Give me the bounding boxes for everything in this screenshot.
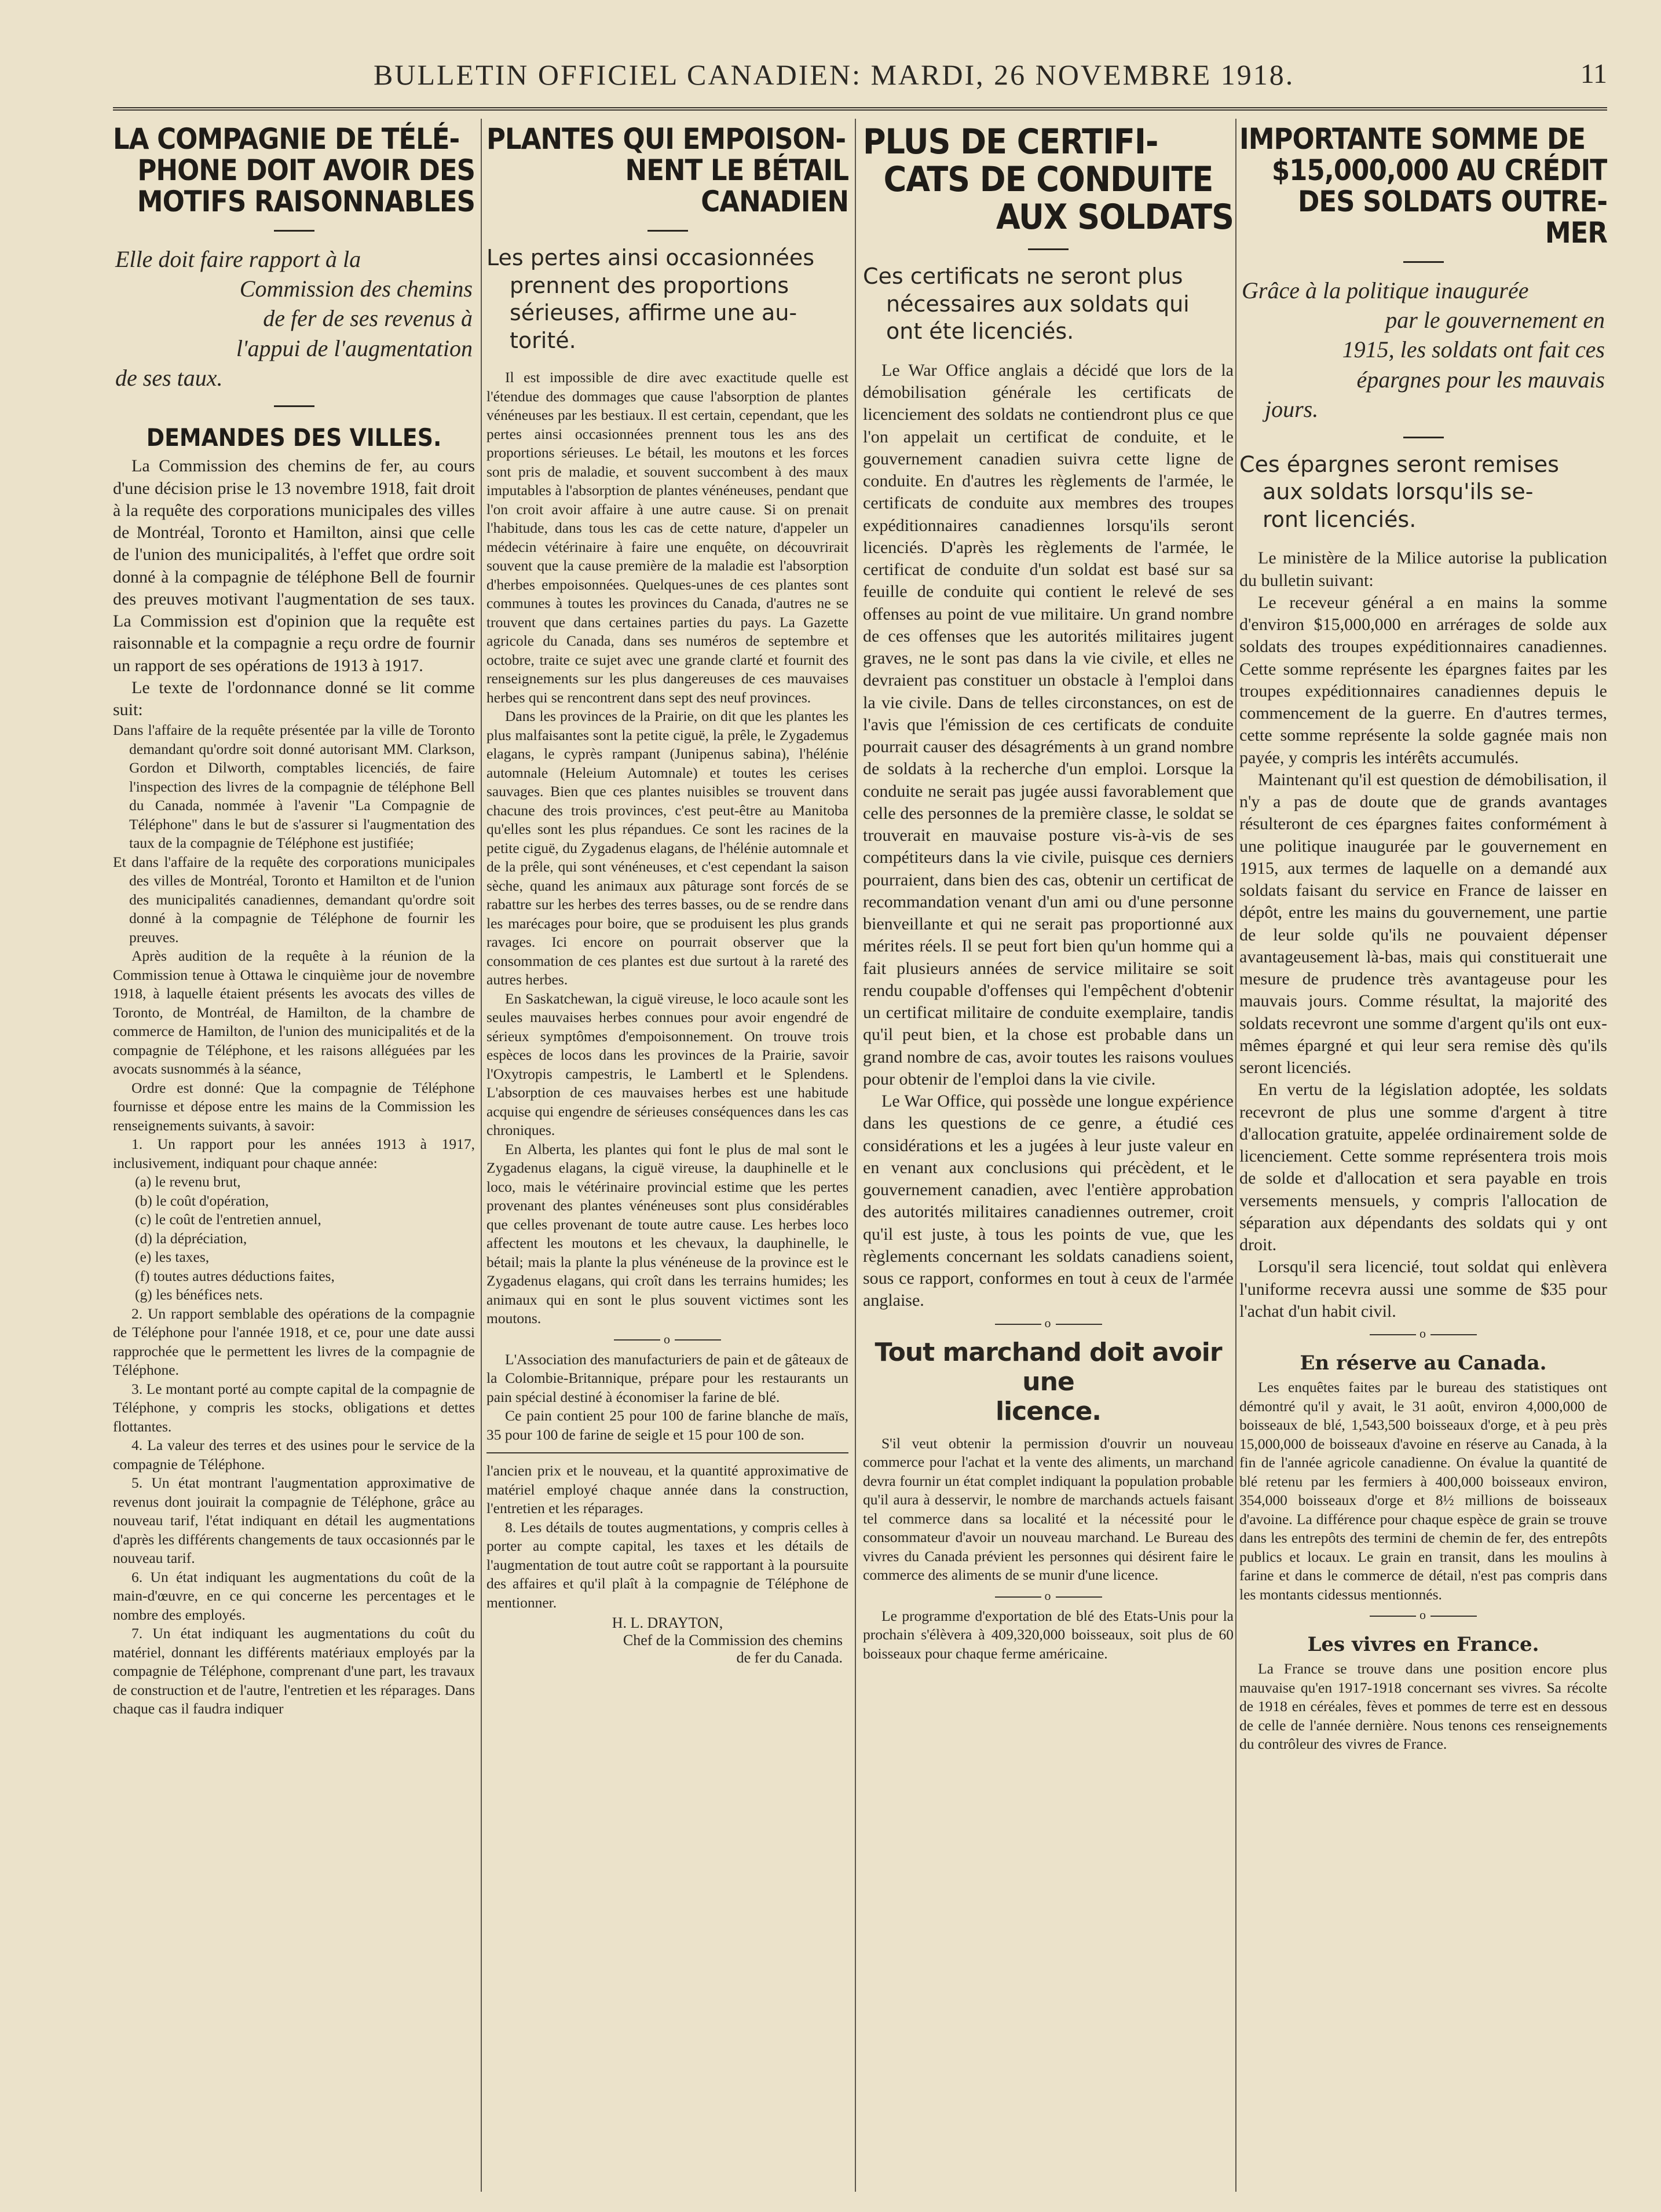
- paragraph: La France se trouve dans une position encore plus mauvaise qu'en 1917-1918 concernant ses vivres. Sa récolte de 1918 en céréales, fèves et pommes de terre est en dessous de celle de l'année dernière. Nous tenons ces renseignements du contrôleur des vivres de France.: [1239, 1660, 1607, 1753]
- paragraph: Il est impossible de dire avec exactitude quelle est l'étendue des dommages que cause l'absorption de plantes vénéneuses par les bestiaux. Il est certain, cependant, que les pertes ainsi occasionnées prennent tous les ans des proportions sérieuses. Le bétail, les moutons et les forces sont pris de maladie, et souvent succombent à des maux imputables à l'absorption de plantes vénéneuses, pendant que l'on croit avoir affaire à une autre cause. Si on prenait l'habitude, dans tous les cas de cette nature, d'appeler un médecin vétérinaire à faire une enquête, on découvrirait souvent que la cause première de la maladie est l'absorption d'herbes empoisonnées. Quelques-unes de ces plantes sont communes à toutes les provinces du Canada, d'autres ne se trouvent que dans certaines parties du pays. La Gazette agricole du Canada, dans ses numéros de septembre et octobre, traite ce sujet avec une grande clarté et fournit des renseignements sur les plus dangereuses de ces mauvaises herbes qui se rencontrent dans sept des neuf provinces.: [486, 369, 848, 706]
- paragraph: Le texte de l'ordonnance donné se lit comme suit:: [113, 677, 475, 720]
- deck: Ces certificats ne seront plus nécessaires aux soldats qui ont éte licenciés.: [863, 263, 1190, 345]
- ornament-divider: o: [863, 1588, 1234, 1603]
- paragraph: La Commission des chemins de fer, au cours d'une décision prise le 13 novembre 1918, fait droit à la requête des corporations municipales des villes de Montréal, Toronto et Hamilton, ainsi que celle de l'union des municipalités, à l'effet que ordre soit donné à la compagnie de téléphone Bell de fournir des preuves motivant l'augmentation de ses taux. La Commission est d'opinion que la requête est raisonnable et la compagnie a reçu ordre de fournir un rapport de ses opérations de 1913 à 1917.: [113, 456, 475, 675]
- divider: [486, 1452, 848, 1453]
- list-item: (b) le coût d'opération,: [135, 1192, 269, 1209]
- article-plantes: [486, 119, 848, 2198]
- paragraph: L'Association des manufacturiers de pain et de gâteaux de la Colombie-Britannique, prépare pour les restaurants un pain spécial destiné à économiser la farine de blé.: [486, 1350, 848, 1405]
- article-soldats: [1239, 119, 1607, 2198]
- ornament-divider: o: [486, 1332, 848, 1347]
- paragraph: Et dans l'affaire de la requête des corporations municipales des villes de Montréal, Toronto et Hamilton et de l'union des municipalités canadiennes, demandant qu'ordre soit donné à la compagnie de Téléphone de fournir les preuves.: [113, 853, 475, 946]
- signature-role: Chef de la Commission des chemins: [623, 1632, 843, 1649]
- divider: [647, 230, 688, 232]
- paragraph: Lorsqu'il sera licencié, tout soldat qui enlèvera l'uniforme recevra aussi une somme de $35 pour l'achat d'un habit civil.: [1239, 1257, 1607, 1321]
- list-item: (f) toutes autres déductions faites,: [135, 1267, 335, 1284]
- column-rule: [855, 119, 856, 2192]
- section-heading: Les vivres en France.: [1307, 1633, 1539, 1657]
- article-telephone: [113, 119, 475, 2198]
- paragraph: Ce pain contient 25 pour 100 de farine blanche de maïs, 35 pour 100 de farine de seigle et 15 pour 100 de son.: [486, 1407, 848, 1443]
- paragraph: Le receveur général a en mains la somme d'environ $15,000,000 en arrérages de solde aux soldats des troupes expéditionnaires canadiennes. Cette somme représente les épargnes faites par les troupes expéditionnaires canadiennes depuis le commencement de la guerre. En d'autres termes, cette somme représente la solde gagnée mais non payée, y compris les intérêts accumulés.: [1239, 592, 1607, 767]
- masthead-rule: [113, 107, 1607, 111]
- masthead-title: BULLETIN OFFICIEL CANADIEN: MARDI, 26 NOVEMBRE 1918.: [374, 58, 1295, 91]
- column-rule: [481, 119, 482, 2192]
- paragraph: 6. Un état indiquant les augmentations du coût de la main-d'œuvre, en ce qui concerne les percentages et le nombre des employés.: [113, 1568, 475, 1623]
- column-rule: [1235, 119, 1236, 2192]
- paragraph: 5. Un état montrant l'augmentation approximative de revenus dont jouirait la compagnie de Téléphone, grâce au nouveau tarif, l'état indiquant en détail les augmentations d'après les différents changements de taux occasionnés par le nouveau tarif.: [113, 1474, 475, 1567]
- paragraph: S'il veut obtenir la permission d'ouvrir un nouveau commerce pour l'achat et la vente des aliments, un marchand devra fournir un état complet indiquant la population probable qu'il aura à desservir, le nombre de marchands actuels faisant tel commerce dans sa localité et la nécessité pour le consommateur d'avoir un nouveau marchand. Le Bureau des vivres du Canada prévient les personnes qui désirent faire le commerce des aliments de se munir d'une licence.: [863, 1434, 1234, 1584]
- divider: [1028, 248, 1069, 250]
- headline: PLANTES QUI EMPOISON- NENT LE BÉTAIL CANADIEN: [486, 122, 848, 218]
- paragraph: 1. Un rapport pour les années 1913 à 1917, inclusivement, indiquant pour chaque année:: [113, 1136, 475, 1171]
- paragraph: l'ancien prix et le nouveau, et la quantité approximative de matériel employé chaque année dans la construction, l'entretien et les réparages.: [486, 1462, 848, 1517]
- section-heading: DEMANDES DES VILLES.: [146, 423, 442, 452]
- paragraph: Dans l'affaire de la requête présentée par la ville de Toronto demandant qu'ordre soit donné autorisant MM. Clarkson, Gordon et Dilworth, comptables licenciés, de faire l'inspection des livres de la compagnie de téléphone Bell du Canada, nommée à l'avenir "La Compagnie de Téléphone" dans le but de s'assurer si l'augmentation des taux de la compagnie de Téléphone est justifiée;: [113, 722, 475, 852]
- list-item: (e) les taxes,: [135, 1248, 210, 1266]
- divider: [274, 405, 314, 407]
- deck: Elle doit faire rapport à la Commission des chemins de fer de ses revenus à l'appui de l'augmentation de ses taux.: [115, 246, 473, 391]
- paragraph: 3. Le montant porté au compte capital de la compagnie de Téléphone, y compris les stocks, obligations et dettes flottantes.: [113, 1380, 475, 1435]
- list-item: (g) les bénéfices nets.: [135, 1286, 263, 1303]
- list-item: (c) le coût de l'entretien annuel,: [135, 1211, 321, 1228]
- paragraph: Dans les provinces de la Prairie, on dit que les plantes les plus malfaisantes sont la petite ciguë, la prêle, le Zygademus elagans, le cyprès rampant (Junipenus sabina), l'hélénie automnale (Heleium Automnale) et toutes les cerises sauvages. Bien que ces plantes nuisibles se trouvent dans chacune des trois provinces, c'est peut-être au Manitoba qu'elles sont les plus répandues. Ce sont les racines de la petite ciguë, du Zygadenus elagans, de l'hélénie automnale et de la prêle, qui sont vénéneuses, et c'est cependant la saison sèche, quand les animaux aux pâturage sont forcés de se rabattre sur les herbes des terres basses, ou de se rendre dans les marécages pour boire, que se produisent les plus grands ravages. Ici encore on pourrait observer que la consommation de ces plantes est due surtout à la rareté des autres herbes.: [486, 708, 848, 988]
- paragraph: 8. Les détails de toutes augmentations, y compris celles à porter au compte capital, les taxes et les détails de l'augmentation de tout autre coût se rapportant à la poursuite des affaires et qu'il plaît à la compagnie de Téléphone de mentionner.: [486, 1518, 848, 1611]
- paragraph: 4. La valeur des terres et des usines pour le service de la compagnie de Téléphone.: [113, 1437, 475, 1473]
- list-item: (d) la dépréciation,: [135, 1229, 247, 1247]
- paragraph: En Saskatchewan, la ciguë vireuse, le loco acaule sont les seules mauvaises herbes connues pour avoir engendré de sérieux symptômes d'empoisonnement. On trouve trois espèces de locos dans les provinces de la Prairie, savoir l'Oxytropis campestris, le Lambertl et le Splendens. L'absorption de ces mauvaises herbes est une habitude acquise qui engendre de sérieuses conséquences dans les cas chroniques.: [486, 990, 848, 1138]
- headline: IMPORTANTE SOMME DE $15,000,000 AU CRÉDIT DES SOLDATS OUTRE-MER: [1239, 122, 1607, 250]
- divider: [1403, 261, 1444, 263]
- paragraph: Le programme d'exportation de blé des Etats-Unis pour la prochain s'élèvera à 409,320,000 boisseaux, soit plus de 60 boisseaux pour chaque ferme américaine.: [863, 1607, 1234, 1662]
- section-heading: En réserve au Canada.: [1300, 1352, 1547, 1375]
- paragraph: Le ministère de la Milice autorise la publication du bulletin suivant:: [1239, 548, 1607, 590]
- list-item: (a) le revenu brut,: [135, 1173, 241, 1191]
- divider: [274, 230, 314, 232]
- headline: PLUS DE CERTIFI- CATS DE CONDUITE AUX SOLDATS: [863, 122, 1234, 237]
- headline: LA COMPAGNIE DE TÉLÉ- PHONE DOIT AVOIR DES MOTIFS RAISONNABLES: [113, 122, 475, 218]
- paragraph: En Alberta, les plantes qui font le plus de mal sont le Zygadenus elagans, la ciguë vireuse, la dauphinelle et le loco, mais le vétérinaire provincial estime que les pertes provenant des plantes vénéneuses sont plus considérables que celles provenant de toute autre cause. Les herbes loco affectent les moutons et les chevaux, la dauphinelle, le bétail; mais la plante la plus vénéneuse de la province est le Zygadenus elagans, qui croît dans les terrains humides; les animaux qui en sont le plus souvent victimes sont les moutons.: [486, 1140, 848, 1327]
- deck: Les pertes ainsi occasionnées prennent des proportions sérieuses, affirme une au- torité.: [486, 245, 815, 353]
- paragraph: 2. Un rapport semblable des opérations de la compagnie de Téléphone pour l'année 1918, et ce, pour une date aussi rapprochée que le permettent les livres de la compagnie de Téléphone.: [113, 1305, 475, 1379]
- paragraph: En vertu de la législation adoptée, les soldats recevront de plus une somme d'argent à titre d'allocation gratuite, appelée ordinairement solde de licenciement. Cette somme représentera trois mois de solde et d'allocation et sera payable en trois versements mensuels, y compris l'allocation de séparation aux dépendants des soldats qui y ont droit.: [1239, 1080, 1607, 1255]
- section-heading: Tout marchand doit avoir une licence.: [875, 1337, 1222, 1426]
- paragraph: Maintenant qu'il est question de démobilisation, il n'y a pas de doute que de grands avantages résulteront de ces épargnes faites conformément à une politique inaugurée par le gouvernement en 1915, aux termes de laquelle on a demandé aux soldats faisant du service en France de laisser en dépôt, entre les mains du gouvernement, une partie de leur solde qu'ils ne pouvaient dépenser avantageusement là-bas, mais qui constituerait une mesure de prudence très avantageuse pour les mauvais jours. Comme résultat, la majorité des soldats recevront une somme d'argent qu'ils ont eux-mêmes épargné et qui leur sera remise dès qu'ils seront licenciés.: [1239, 770, 1607, 1078]
- ornament-divider: o: [1239, 1326, 1607, 1341]
- page-number: 11: [1580, 58, 1607, 89]
- paragraph: Après audition de la requête à la réunion de la Commission tenue à Ottawa le cinquième jour de novembre 1918, à laquelle étaient présents les avocats des villes de Toronto, de Montréal, de Hamilton, de la chambre de commerce de Hamilton, de l'union des municipalités et de la compagnie de Téléphone, et les raisons alléguées par les avocats susnommés à la séance,: [113, 947, 475, 1078]
- deck: Grâce à la politique inaugurée par le gouvernement en 1915, les soldats ont fait ces épargnes pour les mauvais jours.: [1242, 277, 1605, 422]
- paragraph: Les enquêtes faites par le bureau des statistiques ont démontré qu'il y avait, le 31 août, environ 4,000,000 de boisseaux de blé, 1,543,500 boisseaux d'orge, et à peu près 15,000,000 de boisseaux d'avoine en réserve au Canada, à la fin de l'année agricole canadienne. On évalue la quantité de blé retenu par les fermiers à 400,000 boisseaux environ, 354,000 boisseaux d'orge et 8½ millions de boisseaux d'avoine. La différence pour chaque espèce de grain se trouve dans les entrepôts des termini de chemin de fer, des entrepôts publics et locaux. Le grain en transit, dans les moulins à farine et dans le commerce de détail, n'est pas compris dans les montants cidessus mentionnés.: [1239, 1379, 1607, 1603]
- signature: H. L. DRAYTON,: [612, 1614, 723, 1631]
- signature-role: de fer du Canada.: [736, 1649, 843, 1666]
- paragraph: Le War Office anglais a décidé que lors de la démobilisation générale les certificats de licenciement des soldats ne contiendront plus ce que l'on appelait un certificat de conduite, et le gouvernement canadien suivra cette ligne de conduite. En d'autres les règlements de l'armée, le certificats de conduite aux membres des troupes expéditionnaires canadiennes lorsqu'ils seront licenciés. D'après les règlements de l'armée, le certificat de conduite d'un soldat est basé sur sa feuille de conduite qui contient le relevé de ses offenses au point de vue militaire. Un grand nombre de ces offenses que les autorités militaires jugent graves, ne le sont pas dans la vie civile, et elles ne devraient pas constituer un obstacle à l'emploi dans la vie civile. Dans de telles circonstances, on est de l'avis que l'émission de ces certificats de conduite pourrait causer des désagréments à un grand nombre de soldats à la recherche d'un emploi. Lorsque la conduite ne serait pas jugée aussi favorablement que celle des personnes de la première classe, le soldat se trouverait en mauvaise posture vis-à-vis de ses compétiteurs dans la vie civile, puisque ces derniers pourraient, dans bien des cas, obtenir un certificat de recommandation venant d'un ami ou d'une personne bienveillante et qui ne serait pas proportionné aux mérites réels. Il se peut fort bien qu'un homme qui a fait plusieurs années de service militaire se soit rendu coupable d'offenses qui l'empêchent d'obtenir un certificat militaire de conduite exemplaire, tandis qu'il peut bien, et la chose est probable dans un grand nombre de cas, avoir toutes les raisons voulues pour obtenir de l'emploi dans la vie civile.: [863, 360, 1234, 1089]
- paragraph: 7. Un état indiquant les augmentations du coût du matériel, donnant les différents matériaux employés par la compagnie de Téléphone, comprenant d'une part, les travaux de construction et de l'autre, l'entretien et les réparages. Dans chaque cas il faudra indiquer: [113, 1625, 475, 1717]
- ornament-divider: o: [1239, 1607, 1607, 1623]
- deck-secondary: Ces épargnes seront remises aux soldats lorsqu'ils se- ront licenciés.: [1239, 451, 1559, 532]
- ornament-divider: o: [863, 1316, 1234, 1331]
- divider: [1403, 437, 1444, 438]
- article-certificats: [863, 119, 1234, 2198]
- paragraph: Le War Office, qui possède une longue expérience dans les questions de ce genre, a étudié ces considérations et les a jugées à leur juste valeur en en venant aux conclusions qui précèdent, et le gouvernement canadien, avec l'entière approbation des autorités militaires canadiennes outremer, croit qu'il est juste, à tous les points de vue, que les règlements concernant les soldats canadiens soient, sous ce rapport, conformes en tout à ceux de l'armée anglaise.: [863, 1092, 1234, 1310]
- paragraph: Ordre est donné: Que la compagnie de Téléphone fournisse et dépose entre les mains de la Commission les renseignements suivants, à savoir:: [113, 1079, 475, 1134]
- masthead: [113, 58, 1607, 98]
